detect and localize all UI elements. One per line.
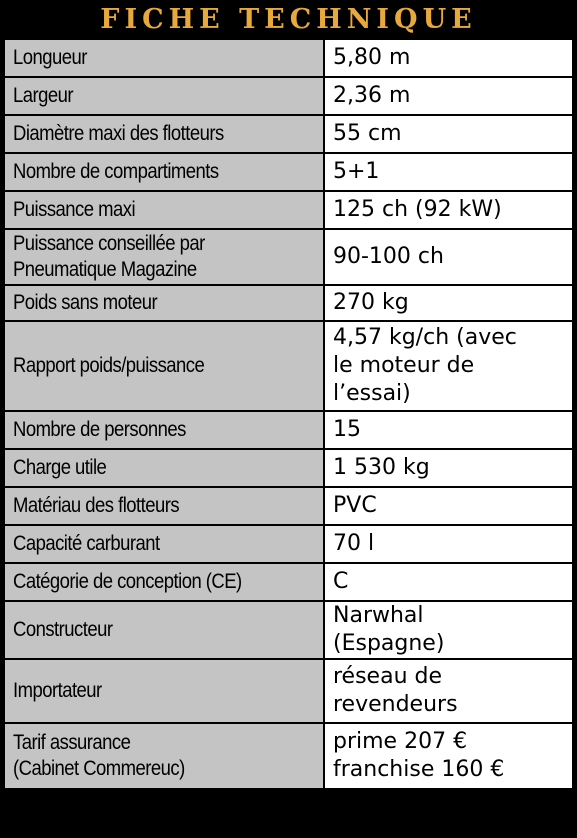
spec-value-cell	[324, 563, 573, 601]
spec-label: (Cabinet Commereuc)	[13, 757, 185, 780]
spec-value: C	[333, 569, 349, 594]
spec-value: Narwhal	[333, 603, 424, 628]
spec-label: Catégorie de conception (CE)	[13, 570, 242, 593]
spec-value: 5+1	[333, 159, 380, 184]
spec-table	[3, 38, 574, 790]
spec-row	[4, 411, 573, 449]
sheet-title: FICHE TECHNIQUE	[100, 3, 477, 35]
spec-label-cell	[4, 321, 324, 411]
spec-label: Puissance conseillée par	[13, 232, 205, 255]
spec-value: 270 kg	[333, 290, 409, 315]
spec-label-cell	[4, 449, 324, 487]
spec-label-cell	[4, 487, 324, 525]
spec-value: 5,80 m	[333, 45, 411, 70]
spec-label-cell	[4, 285, 324, 321]
spec-label-cell	[4, 563, 324, 601]
spec-value-cell	[324, 285, 573, 321]
spec-value-cell	[324, 659, 573, 723]
spec-row	[4, 723, 573, 789]
spec-value: l’essai)	[333, 381, 411, 406]
spec-value: 90-100 ch	[333, 244, 444, 269]
spec-value: 15	[333, 417, 361, 442]
spec-value-cell	[324, 411, 573, 449]
spec-label: Capacité carburant	[13, 532, 160, 555]
spec-label-cell	[4, 601, 324, 659]
spec-label: Rapport poids/puissance	[13, 354, 205, 377]
spec-value-cell	[324, 191, 573, 229]
spec-label: Longueur	[13, 46, 87, 69]
spec-value-cell	[324, 525, 573, 563]
spec-value-cell	[324, 115, 573, 153]
spec-value-cell	[324, 449, 573, 487]
spec-label: Matériau des flotteurs	[13, 494, 180, 517]
spec-label-cell	[4, 39, 324, 77]
spec-row	[4, 487, 573, 525]
spec-value: 4,57 kg/ch (avec	[333, 325, 517, 350]
spec-value: réseau de	[333, 664, 443, 689]
spec-value: prime 207 €	[333, 729, 468, 754]
spec-row	[4, 449, 573, 487]
spec-row	[4, 525, 573, 563]
spec-value-cell	[324, 153, 573, 191]
spec-row	[4, 229, 573, 285]
spec-label-cell	[4, 723, 324, 789]
spec-value-cell	[324, 39, 573, 77]
spec-value: (Espagne)	[333, 631, 445, 656]
spec-label: Poids sans moteur	[13, 291, 158, 314]
spec-row	[4, 659, 573, 723]
spec-label-cell	[4, 153, 324, 191]
spec-label: Largeur	[13, 84, 74, 107]
spec-value: 2,36 m	[333, 83, 411, 108]
spec-value-cell	[324, 487, 573, 525]
spec-label: Nombre de compartiments	[13, 160, 219, 183]
spec-value-cell	[324, 77, 573, 115]
spec-value: 55 cm	[333, 121, 402, 146]
spec-table-body	[4, 39, 573, 789]
spec-row	[4, 285, 573, 321]
spec-label: Nombre de personnes	[13, 418, 186, 441]
spec-value-cell	[324, 321, 573, 411]
spec-value: 1 530 kg	[333, 455, 430, 480]
spec-row	[4, 153, 573, 191]
spec-label-cell	[4, 115, 324, 153]
spec-value: 125 ch (92 kW)	[333, 197, 502, 222]
spec-row	[4, 191, 573, 229]
spec-value-cell	[324, 723, 573, 789]
spec-label-cell	[4, 659, 324, 723]
spec-label: Diamètre maxi des flotteurs	[13, 122, 224, 145]
spec-value: PVC	[333, 493, 377, 518]
spec-row	[4, 563, 573, 601]
spec-label-cell	[4, 191, 324, 229]
spec-label: Puissance maxi	[13, 198, 136, 221]
spec-value-cell	[324, 601, 573, 659]
spec-value-cell	[324, 229, 573, 285]
spec-value: revendeurs	[333, 692, 458, 717]
spec-row	[4, 77, 573, 115]
spec-label-cell	[4, 525, 324, 563]
spec-row	[4, 321, 573, 411]
spec-label: Importateur	[13, 679, 102, 702]
spec-value: 70 l	[333, 531, 375, 556]
spec-row	[4, 39, 573, 77]
spec-row	[4, 115, 573, 153]
spec-label: Charge utile	[13, 456, 107, 479]
spec-value: le moteur de	[333, 353, 475, 378]
spec-label-cell	[4, 229, 324, 285]
spec-row	[4, 601, 573, 659]
spec-label-cell	[4, 77, 324, 115]
spec-label-cell	[4, 411, 324, 449]
spec-value: franchise 160 €	[333, 757, 505, 782]
spec-label: Constructeur	[13, 618, 113, 641]
spec-label: Pneumatique Magazine	[13, 258, 197, 281]
spec-label: Tarif assurance	[13, 731, 131, 754]
